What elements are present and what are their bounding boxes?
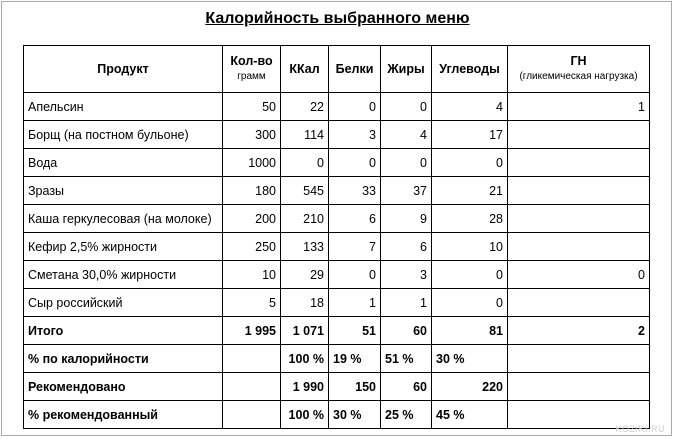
gn-cell (508, 149, 650, 177)
calorie-table (23, 45, 650, 429)
fat-cell: 0 (381, 149, 432, 177)
kcal-cell: 22 (281, 93, 329, 121)
carbs-cell: 21 (432, 177, 508, 205)
qty-cell: 250 (223, 233, 281, 261)
header-gn: ГН (гликемическая нагрузка) (508, 46, 650, 93)
qty-cell: 200 (223, 205, 281, 233)
product-cell: Зразы (24, 177, 223, 205)
fat-cell: 60 (381, 317, 432, 345)
protein-cell: 1 (329, 289, 381, 317)
fat-cell: 9 (381, 205, 432, 233)
summary-label: % по калорийности (24, 345, 223, 373)
percent-calorie-row (24, 345, 650, 373)
carbs-cell: 0 (432, 261, 508, 289)
table-row (24, 205, 650, 233)
qty-cell (223, 345, 281, 373)
gn-cell (508, 373, 650, 401)
table-row (24, 149, 650, 177)
qty-cell: 300 (223, 121, 281, 149)
qty-cell: 5 (223, 289, 281, 317)
product-cell: Каша геркулесовая (на молоке) (24, 205, 223, 233)
product-cell: Сметана 30,0% жирности (24, 261, 223, 289)
header-protein: Белки (329, 46, 381, 93)
carbs-cell: 4 (432, 93, 508, 121)
protein-cell: 0 (329, 93, 381, 121)
gn-cell (508, 121, 650, 149)
protein-cell: 30 % (329, 401, 381, 429)
gn-cell (508, 205, 650, 233)
protein-cell: 7 (329, 233, 381, 261)
carbs-cell: 17 (432, 121, 508, 149)
total-row (24, 317, 650, 345)
kcal-cell: 18 (281, 289, 329, 317)
protein-cell: 51 (329, 317, 381, 345)
product-cell: Апельсин (24, 93, 223, 121)
recommended-row (24, 373, 650, 401)
fat-cell: 60 (381, 373, 432, 401)
kcal-cell: 1 071 (281, 317, 329, 345)
kcal-cell: 100 % (281, 345, 329, 373)
gn-cell (508, 233, 650, 261)
carbs-cell: 0 (432, 149, 508, 177)
carbs-cell: 220 (432, 373, 508, 401)
fat-cell: 51 % (381, 345, 432, 373)
gn-cell (508, 289, 650, 317)
watermark: KOZIKI.RU (615, 424, 665, 434)
kcal-cell: 210 (281, 205, 329, 233)
protein-cell: 6 (329, 205, 381, 233)
gn-cell: 0 (508, 261, 650, 289)
fat-cell: 0 (381, 93, 432, 121)
table-row (24, 177, 650, 205)
qty-cell (223, 373, 281, 401)
kcal-cell: 114 (281, 121, 329, 149)
qty-cell: 180 (223, 177, 281, 205)
kcal-cell: 100 % (281, 401, 329, 429)
header-row (24, 46, 650, 93)
protein-cell: 3 (329, 121, 381, 149)
table-row (24, 261, 650, 289)
product-cell: Вода (24, 149, 223, 177)
kcal-cell: 545 (281, 177, 329, 205)
fat-cell: 1 (381, 289, 432, 317)
table-row (24, 289, 650, 317)
protein-cell: 33 (329, 177, 381, 205)
gn-cell: 2 (508, 317, 650, 345)
carbs-cell: 30 % (432, 345, 508, 373)
header-kcal: ККал (281, 46, 329, 93)
product-cell: Кефир 2,5% жирности (24, 233, 223, 261)
kcal-cell: 1 990 (281, 373, 329, 401)
header-fat: Жиры (381, 46, 432, 93)
protein-cell: 0 (329, 149, 381, 177)
header-qty: Кол-во грамм (223, 46, 281, 93)
summary-label: Итого (24, 317, 223, 345)
kcal-cell: 29 (281, 261, 329, 289)
protein-cell: 150 (329, 373, 381, 401)
header-carbs: Углеводы (432, 46, 508, 93)
carbs-cell: 45 % (432, 401, 508, 429)
carbs-cell: 28 (432, 205, 508, 233)
protein-cell: 0 (329, 261, 381, 289)
kcal-cell: 0 (281, 149, 329, 177)
percent-recommended-row (24, 401, 650, 429)
product-cell: Борщ (на постном бульоне) (24, 121, 223, 149)
gn-cell (508, 345, 650, 373)
qty-cell: 1 995 (223, 317, 281, 345)
carbs-cell: 0 (432, 289, 508, 317)
table-row (24, 121, 650, 149)
table-row (24, 233, 650, 261)
summary-label: % рекомендованный (24, 401, 223, 429)
page-title: Калорийность выбранного меню (205, 10, 470, 27)
qty-cell: 1000 (223, 149, 281, 177)
fat-cell: 25 % (381, 401, 432, 429)
summary-label: Рекомендовано (24, 373, 223, 401)
table-row (24, 93, 650, 121)
fat-cell: 6 (381, 233, 432, 261)
protein-cell: 19 % (329, 345, 381, 373)
qty-cell: 50 (223, 93, 281, 121)
kcal-cell: 133 (281, 233, 329, 261)
gn-cell (508, 177, 650, 205)
fat-cell: 4 (381, 121, 432, 149)
qty-cell (223, 401, 281, 429)
product-cell: Сыр российский (24, 289, 223, 317)
fat-cell: 37 (381, 177, 432, 205)
carbs-cell: 10 (432, 233, 508, 261)
carbs-cell: 81 (432, 317, 508, 345)
qty-cell: 10 (223, 261, 281, 289)
fat-cell: 3 (381, 261, 432, 289)
header-product: Продукт (24, 46, 223, 93)
gn-cell: 1 (508, 93, 650, 121)
